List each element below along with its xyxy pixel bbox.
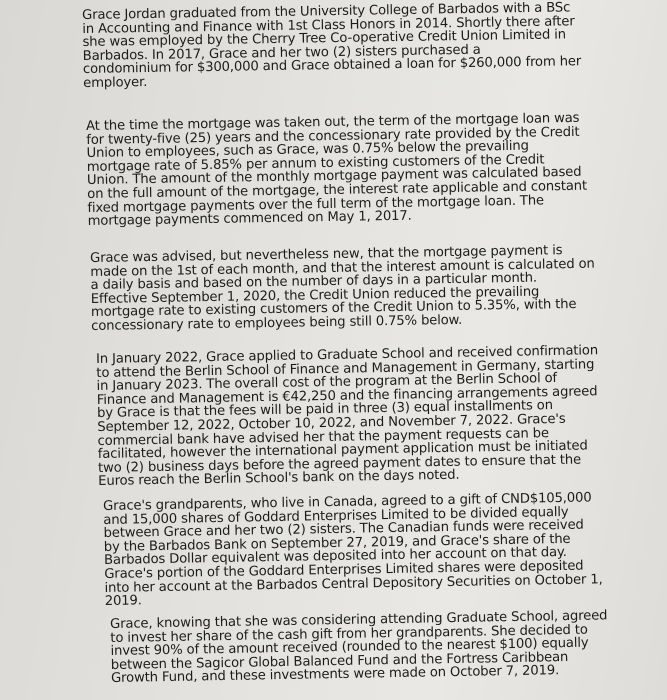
paragraph-mortgage-terms: At the time the mortgage was taken out, the term of the mortgage loan was for twenty-five (25) years and the concessionary rate provided by the Credit Union to employees, such as Grace, was 0.75% below the prevailing mortgage rate of 5.85% per annum to existing customers of the Credit Union. The amount of the monthly mortgage payment was calculated based on the full amount of the mortgage, the interest rate applicable and constant fixed mortgage payments over the full term of the mortgage loan. The mortgage payments commenced on May 1, 2017. bbox=[85, 110, 588, 230]
paragraph-grandparents-gift: Grace's grandparents, who live in Canada, agreed to a gift of CND$105,000 and 15,000 shares of Goddard Enterprises Limited to be divided equally between Grace and her two (2) sisters. The Canadian funds were received by the Barbados Bank on September 27, 2019, and Grace's share of the Barbados Dollar equivalent was deposited into her account on that day. Grace's portion of the Goddard Enterprises Limited shares were deposited into her account at the Barbados Central Depository Securities on October 1, 2019. bbox=[102, 490, 603, 610]
paragraph-graduation: Grace Jordan graduated from the University College of Barbados with a BSc in Accounting and Finance with 1st Class Honors in 2014. Shortly there after she was employed by the Cherry Tree Co-operative Credit Union Limited in Barbados. In 2017, Grace and her two (2) sisters purchased a condominium for $300,000 and Grace obtained a loan for $260,000 from her employer. bbox=[81, 0, 582, 91]
paragraph-rate-change: Grace was advised, but nevertheless new, that the mortgage payment is made on the 1st of each month, and that the interest amount is calculated on a daily basis and based on the number of days in a particular month. Effective September 1, 2020, the Credit Union reduced the prevailing mortgage rate to existing customers of the Credit Union to 5.35%, with the concessionary rate to employees being still 0.75% below. bbox=[89, 243, 595, 334]
paragraph-graduate-school: In January 2022, Grace applied to Graduate School and received confirmation to attend the Berlin School of Finance and Management in Germany, starting in January 2023. The overall cost of the program at the Berlin School of Finance and Management is €42,250 and the financing arrangements agreed by Grace is that the fees will be paid in three (3) equal installments on September 12, 2022, October 10, 2022, and November 7, 2022. Grace's commercial bank have advised her that the payment requests can be facilitated, however the international payment application must be initiated two (2) business days before the agreed payment dates to ensure that the Euros reach the Berlin School's bank on the days noted. bbox=[95, 343, 599, 490]
paragraph-investment: Grace, knowing that she was considering attending Graduate School, agreed to invest her share of the cash gift from her grandparents. She decided to invest 90% of the amount received (rounded to the nearest $100) equally between the Sagicor Global Balanced Fund and the Fortress Caribbean Growth Fund, and these investments were made on October 7, 2019. bbox=[109, 608, 608, 687]
